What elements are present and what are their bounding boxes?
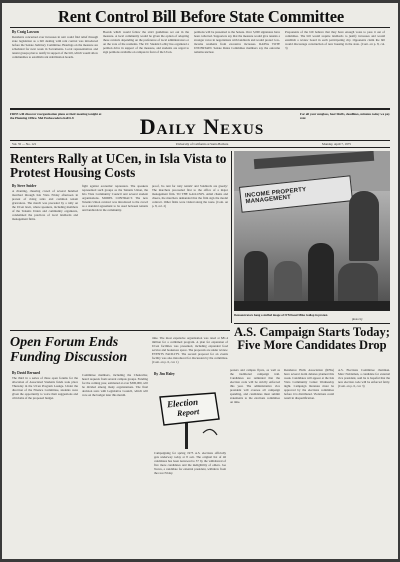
protest-photo [234, 151, 390, 311]
protest-sign-text: INCOME PROPERTY MANAGEMENT [244, 186, 307, 206]
headline-underline [10, 27, 390, 28]
section-divider-as [234, 323, 390, 324]
masthead-rule-bottom [10, 147, 390, 148]
headline-renters: Renters Rally at UCen, in Isla Vista to Protest Housing Costs [10, 151, 227, 180]
byline-as-campaign: By Jim Haley [154, 372, 175, 376]
article-rent-col-1: Residents concerned over increases in rent could find relief through state legislation as a bill dealing with rent control was introduced before the Senate Judiciary Committee. Hearings on the measure are scheduled for next week in Sacramento. Local representatives and tenant groups plan to testify in support of the bill, which would allow communities to establish rent stabilization boards. [12, 35, 98, 60]
column-rule-v1 [231, 151, 232, 323]
promo-left: FREE will discover reorganization plans at their meeting tonight at the Planning Office. Mel Emboscadero hall 6-8 [10, 112, 102, 120]
byline-open-forum: By David Bernard [12, 371, 41, 375]
masthead-rule [10, 140, 390, 141]
headline-rent-control: Rent Control Bill Before State Committee [57, 7, 345, 26]
article-as-col-4: A.S. Elections Committee chairman. Marc Nobleman, a candidate for external vice president, said he is hopeful that the new election code will be enforced fairly. (Cont. on p. 6, col. 3) [338, 368, 390, 389]
issue-date: Monday, April 7, 1975 [322, 142, 351, 146]
photo-credit: photo by [352, 317, 363, 321]
section-divider-top [10, 108, 390, 110]
article-open-col-3: time. The most expensive organization was rated at $81.4 million for a combined program. A plan for expansion of UCen facilities was presented, including expanded food service and bookstore space. The proposals are under review. EVENTS FACILITY. The second proposal for an events facility was also introduced for discussion by the committee. (Cont. on p. 6, col. 1) [152, 336, 228, 365]
article-rent-col-3: petitions will be presented to the Senate. Over 5,000 signatures have been collected. Supporters say that the measure would give tenants a stronger voice in negotiations with landlords and would protect low-income residents from excessive increases. RAINA VOTE UNCERTAIN. Senate Rules Committee members say the outcome remains unclear. [194, 30, 280, 55]
election-sign-line-2: Report [176, 407, 200, 418]
headline-open-forum: Open Forum Ends Funding Discussion [10, 335, 128, 365]
article-rent-col-2: Boards which would follow the strict guidelines set out in the measure. A local community would be given the option of adopting these controls depending on the preference of local administrators or on the vote of the residents. The UC Student Lobby has organized a petition drive in support of the measure, and students are urged to sign petitions available on campus in front of the UCen. [103, 30, 189, 55]
article-as-col-3: Residence Halls Association (RHA) have several dorm debates planned this week. Candidates will appear at the Isla Vista Community Center Wednesday night. Campaign literature must be approved by the elections committee before it is distributed. Violations could result in disqualification. [284, 368, 334, 401]
article-renters-col-2: fight against economic repression. The speakers represented such groups as the Tenants Union, the Isla Vista Community Council and several student organizations. MODEL CONTRACT. The new Tenants Union contract was introduced to the crowd as a standard agreement to be used between tenants and landlords in the community. [82, 184, 148, 213]
election-sign-line-1: Election [166, 396, 199, 410]
masthead-title: Daily Nexus [139, 114, 265, 139]
university-line: University of California at Santa Barbara [175, 142, 229, 146]
newspaper-page [2, 3, 398, 559]
article-renters-col-3: proof, 'no rent for ratty rentals' and 'landlords are greedy.' The marchers proceeded first to the office of a major management firm. TO THE GALLOWS. Amid chants and cheers, the marchers demanded that the firm sign the model contract. Other firms were visited along the route. (Cont. on p. 8, col. 2) [152, 184, 228, 209]
section-divider-mid [10, 330, 230, 331]
article-as-col-2: posters and campus flyers, as well as the traditional campaign trail. Candidates are reminded that the election code will be strictly enforced this year. The administrative vice president will oversee all campaign spending, and candidates must submit statements to the elections committee on time. [230, 368, 280, 405]
byline-renters: By Steve Snider [12, 184, 37, 188]
article-rent-col-4: Proponents of the bill believe that they have enough votes to pass it out of committee. The bill would require landlords to justify increases and would establish a review board in each participating city. Opponents claim the bill would discourage construction of new housing in the state. (Cont. on p. 8, col. 3) [285, 30, 385, 51]
article-open-col-2: Committee members, including the Chancellor, heard requests from several campus groups. Funding for the coming year, estimated at over $300,000, will be divided among many organizations. The final decision rests with Legislative Council, which will vote on the budget later this month. [82, 373, 148, 398]
election-report-graphic [155, 389, 225, 449]
article-as-col-1b: Campaigning for spring 1975 A.S. elections officially gets underway today at 8 a.m. The original list of 46 candidates has been narrowed to 37 by the withdrawal of five more candidates and the ineligibility of others. Joe Torres, a candidate for external president, withdrew from the race Friday. [154, 451, 226, 476]
article-open-col-1: The third in a series of three open forums for the allocation of Associated Students funds took place Thursday in the UCen Program Lounge. Under the direction of the Finance Committee, students were given the opportunity to voice their suggestions and criticisms of the proposed budget. [12, 376, 78, 401]
photo-caption: Demonstrators hang a stuffed image of IVM head Mike Gallop in protest. [234, 313, 329, 317]
article-renters-col-1: A chanting, cheering crowd of several hundred marched through Isla Vista Friday afternoon in protest of rising rents and common tenant grievances. The march was preceded by a rally on the UCen lawn, where speakers, including members of the Tenants Union and community organizers, condemned the practices of local landlords and management firms. [12, 189, 78, 222]
volume-info: Vol. 55 — No. 121 [12, 142, 37, 146]
headline-as-campaign: A.S. Campaign Starts Today; Five More Candidates Drop [234, 325, 390, 353]
byline-rent-control: By Craig Lawson [12, 30, 39, 34]
promo-right: For all your sunglass, beer bluffs, deadlines, minutes today we pay rent [300, 112, 390, 120]
